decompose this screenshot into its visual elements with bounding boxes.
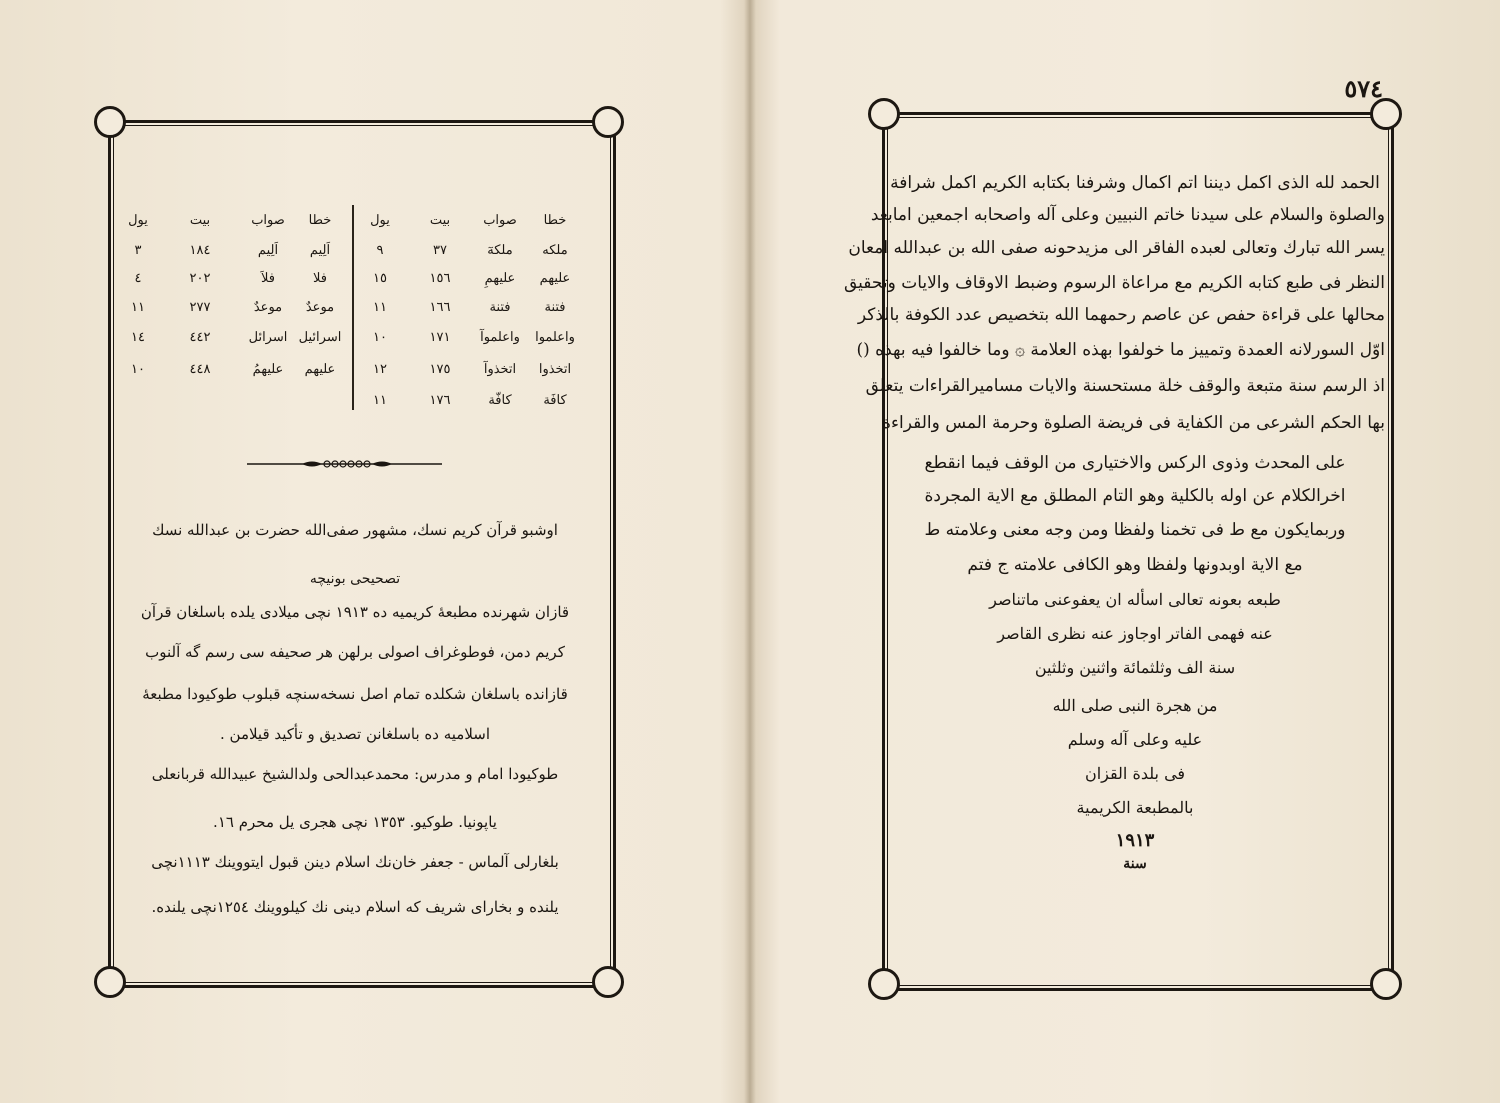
table-header-right: صواب [483, 213, 517, 228]
left-text-line: اسلاميه ده باسلغانن تصديق و تأكيد قيلامن . [219, 725, 491, 743]
left-frame-corner-br [592, 966, 624, 998]
left-frame-corner-tr [592, 106, 624, 138]
ornament-divider [247, 458, 442, 470]
table-cell: ١١ [373, 300, 387, 315]
table-cell: موعدٌ [305, 300, 335, 315]
table-cell: ١١ [373, 393, 387, 408]
table-header-left: خطا [308, 213, 332, 228]
table-cell: واعلموا [535, 330, 575, 345]
table-header-right: يول [370, 213, 390, 228]
table-cell: ١٦٦ [429, 300, 451, 315]
left-text-line: تصحيحى بونيچه [309, 571, 401, 587]
table-cell: ١١ [131, 300, 145, 315]
table-cell: ٣٧ [433, 243, 447, 258]
right-text-line: الحمد لله الذى اكمل ديننا اتم اكمال وشرفنا بكتابه الكريم اكمل شرافة [890, 173, 1380, 193]
table-cell: ١٧٥ [429, 362, 451, 377]
table-cell: ١٠ [131, 362, 145, 377]
left-text-line: قازان شهرنده مطبعهٔ كريميه ده ١٩١٣ نچى ميلادى يلده باسلغان قرآن [140, 603, 570, 621]
table-cell: عليهم [304, 362, 336, 377]
table-header-left: بيت [189, 213, 211, 228]
right-text-line: اخرالكلام عن اوله بالكلية وهو التام المطلق مع الاية المجردة [924, 486, 1346, 506]
right-text-line: اذ الرسم سنة متبعة والوقف خلة مستحسنة والايات مساميرالقراءات يتعلق [865, 376, 1385, 396]
table-cell: كافّة [488, 393, 512, 408]
right-text-line: عليه وعلى آله وسلم [1067, 730, 1203, 749]
right-frame-corner-br [1370, 968, 1402, 1000]
left-text-line: طوكيودا امام و مدرس: محمدعبدالحى ولدالشيخ عبيدالله قربانعلى [151, 765, 559, 783]
table-cell: عليهمِ [484, 271, 516, 286]
table-cell: ١٥ [373, 271, 387, 286]
table-cell: ١٢ [373, 362, 387, 377]
table-cell: اَلِيم [309, 243, 331, 258]
table-cell: ٢٧٧ [189, 300, 211, 315]
table-cell: فلاَ [261, 271, 275, 286]
right-text-line: اوّل السورلانه العمدة وتمييز ما خولفوا بهذه العلامة ۞ وما خالفوا فيه بهذه () [856, 340, 1385, 360]
right-text-line: ١٩١٣ [1115, 830, 1155, 851]
table-cell: ٤٤٨ [189, 362, 211, 377]
right-text-line: من هجرة النبى صلى الله [1052, 696, 1218, 715]
right-text-line: بالمطبعة الكريمية [1076, 798, 1194, 817]
table-cell: ٢٠٢ [189, 271, 211, 286]
left-text-line: اوشبو قرآن كريم نسك، مشهور صفى‌الله حضرت بن عبدالله نسك [152, 521, 558, 539]
table-cell: كافَة [543, 393, 567, 408]
page-number: ٥٧٤ [1344, 74, 1383, 103]
table-cell: واعلموآ [480, 330, 520, 345]
left-text-line: بلغارلى آلماس - جعفر خان‌نك اسلام دينن قبول ايتووينك ١١١٣نچى [151, 853, 559, 871]
table-cell: ٤٤٢ [189, 330, 211, 345]
table-cell: ١٧٦ [429, 393, 451, 408]
right-text-line: يسر الله تبارك وتعالى لعبده الفاقر الى مزيدحونه صفى الله بن عبدالله امعان [848, 238, 1385, 258]
right-text-line: مع الاية اوبدونها ولفظا وهو الكافى علامته ج فتم [967, 555, 1303, 575]
table-header-left: يول [128, 213, 148, 228]
left-text-line: يلنده و بخاراى شريف كه اسلام دينى نك كيلووينك ١٢٥٤نچى يلنده. [151, 898, 559, 916]
table-cell: ١٠ [373, 330, 387, 345]
table-cell: فلا [313, 271, 327, 286]
right-text-line: على المحدث وذوى الركس والاختيارى من الوقف فيما انقطع [924, 453, 1346, 473]
table-cell: ملكه [542, 243, 568, 258]
table-cell: ١٧١ [429, 330, 451, 345]
table-cell: ١٤ [131, 330, 145, 345]
right-text-line: طبعه بعونه تعالى اسأله ان يعفوعنى ماتناصر [989, 590, 1281, 609]
right-text-line: محالها على قراءة حفص عن عاصم رحمهما الله بتخصيص عدد الكوفة بالذكر [857, 305, 1385, 325]
right-frame-corner-bl [868, 968, 900, 1000]
table-cell: اسرائل [248, 330, 288, 345]
table-cell: فتنة [489, 300, 511, 315]
left-text-line: ياپونيا. طوكيو. ١٣٥٣ نچى هجرى يل محرم ١٦. [213, 813, 497, 831]
table-cell: عليهم [539, 271, 571, 286]
right-text-line: عنه فهمى الفاتر اوجاوز عنه نظرى القاصر [997, 624, 1273, 643]
table-cell: ٩ [376, 243, 384, 258]
table-cell: اَلِيم [257, 243, 279, 258]
right-text-line: فى بلدة القزان [1084, 764, 1186, 783]
left-text-line: كريم دمن، فوطوغراف اصولى برلهن هر صحيفه سى رسم گه آلنوب [145, 643, 565, 661]
table-header-right: خطا [543, 213, 567, 228]
table-cell: ١٨٤ [189, 243, 211, 258]
right-frame-corner-tl [868, 98, 900, 130]
table-cell: ١٥٦ [429, 271, 451, 286]
left-frame-corner-bl [94, 966, 126, 998]
right-text-line: سنة الف وثلثمائة واثنين وثلثين [1034, 658, 1236, 677]
right-text-line: سنة [1123, 856, 1147, 872]
left-text-line: قازانده باسلغان شكلده تمام اصل نسخه‌سنچه قبلوب طوكيودا مطبعهٔ [142, 685, 568, 703]
table-cell: موعدٌ [253, 300, 283, 315]
table-cell: اتخذوآ [483, 362, 517, 377]
table-cell: فتنة [544, 300, 566, 315]
table-header-right: بيت [429, 213, 451, 228]
table-cell: اتخذوا [538, 362, 572, 377]
table-cell: ملكهٓ [487, 243, 513, 258]
table-cell: ٤ [134, 271, 142, 286]
table-cell: عليهمُ [252, 362, 284, 377]
right-text-line: النظر فى طبع كتابه الكريم مع مراعاة الرسوم وضبط الاوقاف والايات وتحقيق [843, 273, 1385, 293]
table-cell: ٣ [134, 243, 142, 258]
table-cell: اسرائيل [298, 330, 342, 345]
table-header-left: صواب [251, 213, 285, 228]
right-text-line: وربمايكون مع ط فى تخمنا ولفظا ومن وجه معنى وعلامته ط [924, 520, 1346, 540]
book-gutter [744, 0, 756, 1103]
left-frame-corner-tl [94, 106, 126, 138]
right-text-line: والصلوة والسلام على سيدنا خاتم النبيين وعلى آله واصحابه اجمعين امابعد [870, 205, 1385, 225]
right-text-line: بها الحكم الشرعى من الكفاية فى فريضة الصلوة وحرمة المس والقراءة [882, 413, 1385, 433]
